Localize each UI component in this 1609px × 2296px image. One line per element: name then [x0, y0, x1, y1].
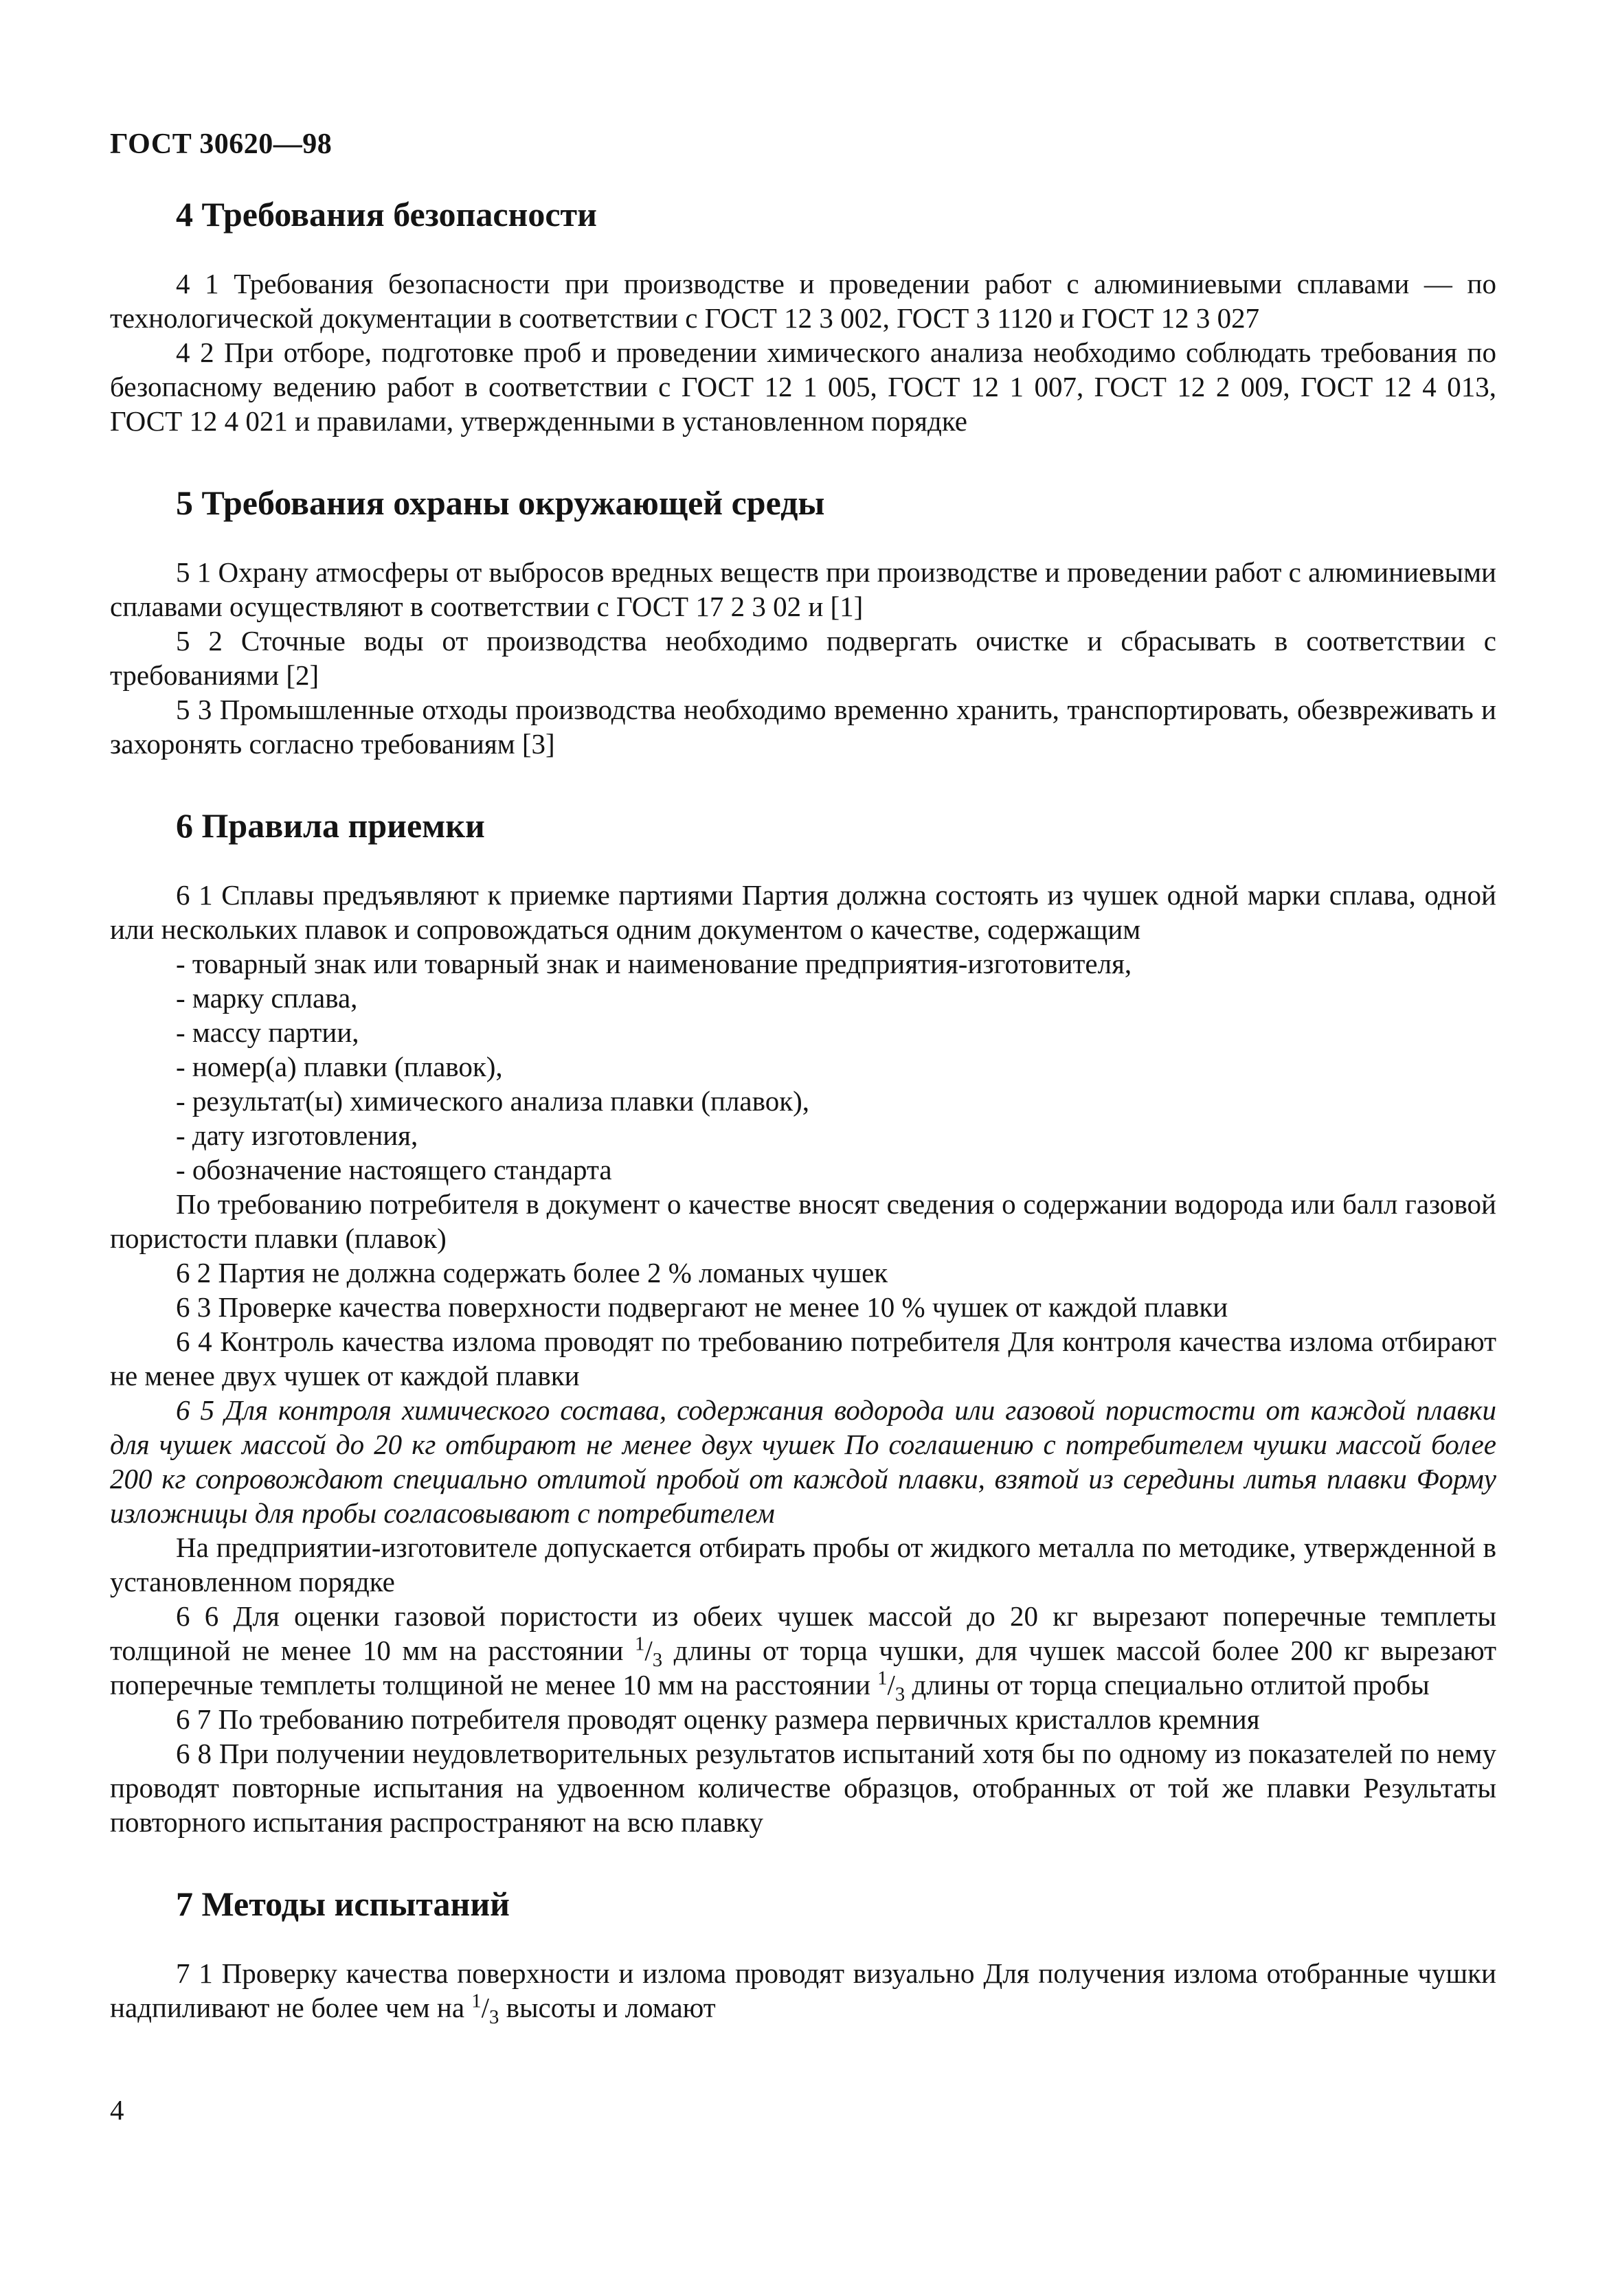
list-item: - массу партии, — [176, 1016, 359, 1048]
list-item: - обозначение настоящего стандарта — [176, 1154, 612, 1185]
section-5 — [110, 481, 1496, 761]
section-4-title: 4 Требования безопасности — [176, 195, 597, 234]
fraction-one-third: $^1/_3$ — [634, 1633, 663, 1672]
page-number: 4 — [110, 2094, 124, 2126]
paragraph-4-2: 4 2 При отборе, подготовке проб и проведении химического анализа необходимо соблюдать требования по безопасному ведению работ в соответствии с ГОСТ 12 1 005, ГОСТ 12 1 007, ГОСТ 12 2 009, ГОСТ 12 4 013, ГОСТ 12 4 021 и правилами, утвержденными в установленном порядке — [110, 337, 1496, 437]
section-7-title: 7 Методы испытаний — [176, 1885, 510, 1923]
paragraph-7-1 — [110, 1956, 1496, 2029]
document-header: ГОСТ 30620—98 — [110, 128, 333, 160]
paragraph-5-1: 5 1 Охрану атмосферы от выбросов вредных веществ при производстве и проведении работ с алюминиевыми сплавами осуществляют в соответствии с ГОСТ 17 2 3 02 и [1] — [110, 556, 1496, 622]
section-4 — [110, 192, 1496, 438]
paragraph-6-5-note: На предприятии-изготовителе допускается отбирать пробы от жидкого металла по методике, утвержденной в установленном порядке — [110, 1532, 1496, 1598]
paragraph-6-3: 6 3 Проверке качества поверхности подвергают не менее 10 % чушек от каждой плавки — [176, 1291, 1228, 1323]
paragraph-5-2: 5 2 Сточные воды от производства необходимо подвергать очистке и сбрасывать в соответствии с требованиями [2] — [110, 625, 1496, 691]
fraction-one-third: $^1/_3$ — [877, 1667, 905, 1706]
paragraph-6-4: 6 4 Контроль качества излома проводят по требованию потребителя Для контроля качества излома отбирают не менее двух чушек от каждой плавки — [110, 1326, 1496, 1391]
section-7 — [110, 1882, 1496, 2029]
list-item: - результат(ы) химического анализа плавки (плавок), — [176, 1085, 810, 1117]
paragraph-7-1-part-a: 7 1 Проверку качества поверхности и излома проводят визуально Для получения излома отобранные чушки надпиливают не более чем на — [110, 1957, 1496, 2023]
fraction-one-third: $^1/_3$ — [471, 1990, 499, 2029]
paragraph-6-1: 6 1 Сплавы предъявляют к приемке партиями Партия должна состоять из чушек одной марки сплава, одной или нескольких плавок и сопровождаться одним документом о качестве, содержащим — [110, 879, 1496, 945]
paragraph-4-1: 4 1 Требования безопасности при производстве и проведении работ с алюминиевыми сплавами — по технологической документации в соответствии с ГОСТ 12 3 002, ГОСТ 3 1120 и ГОСТ 12 3 027 — [110, 268, 1496, 334]
paragraph-6-6-part-b: длины от торца чушки, для чушек массой более 200 кг вырезают поперечные темплеты толщиной не менее 10 мм на расстоянии — [110, 1635, 1497, 1701]
section-5-title: 5 Требования охраны окружающей среды — [176, 484, 825, 522]
paragraph-6-2: 6 2 Партия не должна содержать более 2 % ломаных чушек — [176, 1257, 888, 1288]
section-6 — [110, 804, 1496, 1839]
document-body — [110, 192, 1496, 2067]
section-6-title: 6 Правила приемки — [176, 806, 485, 845]
paragraph-6-7: 6 7 По требованию потребителя проводят оценку размера первичных кристаллов кремния — [176, 1703, 1260, 1735]
paragraph-6-5: 6 5 Для контроля химического состава, содержания водорода или газовой пористости от каждой плавки для чушек массой до 20 кг отбирают не менее двух чушек По соглашению с потребителем чушки массой более 200 кг сопровождают специально отлитой пробой от каждой плавки, взятой из середины литья плавки Форму изложницы для пробы согласовывают с потребителем — [110, 1394, 1496, 1529]
paragraph-6-8: 6 8 При получении неудовлетворительных результатов испытаний хотя бы по одному из показателей по нему проводят повторные испытания на удвоенном количестве образцов, отобранных от той же плавки Результаты повторного испытания распространяют на всю плавку — [110, 1738, 1496, 1838]
list-item: - товарный знак или товарный знак и наименование предприятия-изготовителя, — [176, 948, 1132, 979]
paragraph-6-6-part-a: 6 6 Для оценки газовой пористости из обеих чушек массой до 20 кг вырезают поперечные темплеты толщиной не менее 10 мм на расстоянии — [110, 1600, 1496, 1666]
paragraph-6-6 — [110, 1599, 1497, 1706]
list-item: - марку сплава, — [176, 982, 358, 1014]
paragraph-7-1-part-b: высоты и ломают — [506, 1992, 716, 2023]
list-item: - дату изготовления, — [176, 1119, 418, 1151]
paragraph-6-6-part-c: длины от торца специально отлитой пробы — [912, 1669, 1430, 1701]
paragraph-5-3: 5 3 Промышленные отходы производства необходимо временно хранить, транспортировать, обезвреживать и захоронять согласно требованиям [3] — [110, 694, 1496, 760]
list-item: - номер(а) плавки (плавок), — [176, 1051, 503, 1082]
paragraph-6-1-note: По требованию потребителя в документ о качестве вносят сведения о содержании водорода или балл газовой пористости плавки (плавок) — [110, 1188, 1496, 1254]
